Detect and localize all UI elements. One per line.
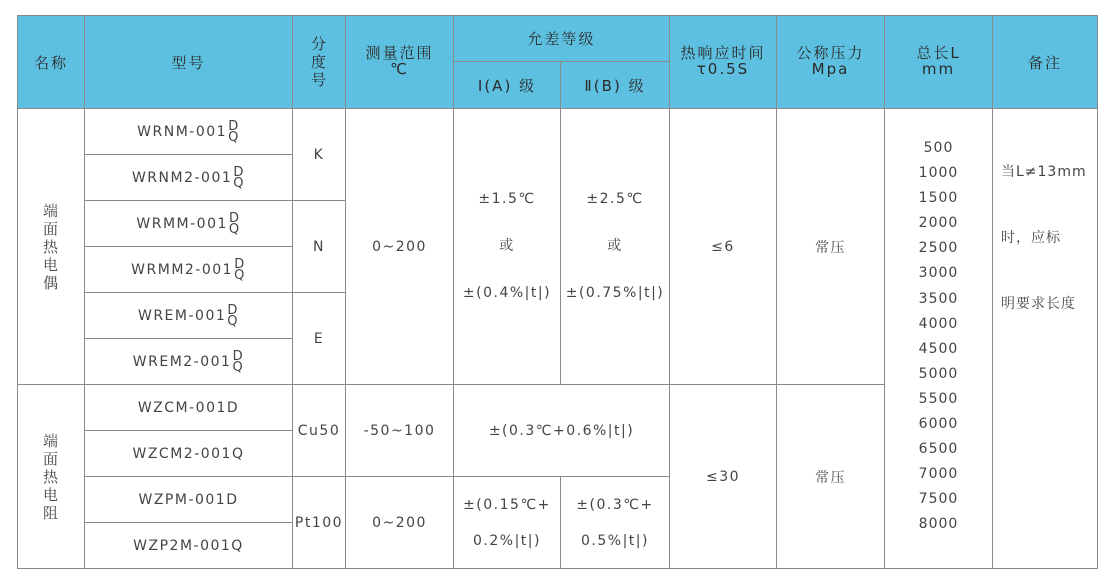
model-cell [85, 155, 293, 201]
response-cell: ≤30 [670, 385, 777, 569]
grade1-line: ±(0.15℃+ [463, 496, 551, 513]
model-suffix [228, 118, 240, 145]
range-cell: -50~100 [346, 385, 454, 477]
header-pressure-line2: Mpa [811, 60, 850, 78]
group-rtd [18, 385, 85, 569]
table-row [18, 109, 1098, 155]
header-range-line2: ℃ [390, 60, 409, 78]
model-suffix [233, 164, 246, 191]
length-value: 6500 [918, 441, 959, 458]
grade2-line: ±2.5℃ [586, 191, 644, 207]
header-response [670, 16, 777, 109]
response-cell: ≤6 [670, 109, 777, 385]
length-value: 7500 [918, 491, 959, 508]
pressure-cell: 常压 [777, 109, 885, 385]
length-value: 3500 [918, 290, 959, 307]
pt-grade2-cell [561, 477, 670, 569]
suffix-d: D [234, 256, 246, 272]
header-grade1: Ⅰ(A) 级 [454, 62, 561, 109]
length-value: 2000 [918, 215, 959, 232]
model-base: WRMM-001 [136, 215, 228, 232]
length-value: 8000 [918, 516, 959, 533]
model-cell: WZP2M-001Q [85, 523, 293, 569]
group-thermocouple [18, 109, 85, 385]
length-value: 5000 [918, 365, 959, 382]
grade2-line: ±(0.75%|t|) [565, 285, 665, 301]
suffix-d: D [227, 302, 239, 318]
header-name: 名称 [18, 16, 85, 109]
model-suffix [227, 302, 239, 329]
header-remark: 备注 [993, 16, 1098, 109]
header-range-line1: 测量范围 [365, 44, 434, 63]
index-cell: E [293, 293, 346, 385]
model-base: WREM-001 [137, 307, 227, 324]
header-pressure-line1: 公称压力 [796, 44, 865, 63]
note-line: 时，应标 [1001, 230, 1061, 246]
model-base: WRNM2-001 [131, 169, 233, 186]
header-length-line1: 总长L [916, 44, 961, 63]
grade2-line: 0.5%|t|) [581, 532, 649, 549]
grade2-line: 或 [607, 238, 623, 254]
index-cell: K [293, 109, 346, 201]
header-tolerance: 允差等级 [454, 16, 670, 62]
model-cell [85, 339, 293, 385]
group-rtd-label: 端面热电阻 [43, 431, 60, 522]
length-value: 7000 [918, 466, 959, 483]
grade2-cell [561, 109, 670, 385]
pt-grade1-cell [454, 477, 561, 569]
length-value: 4000 [918, 315, 959, 332]
length-value: 4500 [918, 340, 959, 357]
grade1-line: 0.2%|t|) [473, 532, 541, 549]
suffix-q: Q [228, 221, 241, 237]
model-base: WRMM2-001 [131, 261, 234, 278]
suffix-d: D [233, 164, 245, 180]
length-value: 1000 [918, 165, 959, 182]
model-base: WRNM-001 [137, 123, 228, 140]
grade1-line: ±(0.4%|t|) [462, 285, 552, 301]
length-value: 500 [923, 140, 954, 156]
header-index [293, 16, 346, 109]
length-value: 3000 [918, 265, 959, 282]
grade1-line: ±1.5℃ [478, 191, 536, 207]
model-cell: WZCM2-001Q [85, 431, 293, 477]
index-cell: Cu50 [293, 385, 346, 477]
suffix-q: Q [233, 175, 246, 191]
grade1-line: 或 [499, 238, 515, 254]
length-value: 5500 [918, 390, 959, 407]
header-grade2: Ⅱ(B) 级 [561, 62, 670, 109]
suffix-q: Q [227, 313, 239, 329]
index-cell: Pt100 [293, 477, 346, 569]
model-cell [85, 293, 293, 339]
pressure-cell: 常压 [777, 385, 885, 569]
range-cell: 0~200 [346, 109, 454, 385]
model-suffix [228, 210, 241, 237]
length-value: 6000 [918, 416, 959, 433]
grade2-line: ±(0.3℃+ [576, 496, 654, 513]
header-length [885, 16, 993, 109]
header-model: 型号 [85, 16, 293, 109]
header-response-line2: τ0.5S [696, 60, 750, 78]
suffix-d: D [228, 118, 240, 134]
note-line: 明要求长度 [1001, 296, 1076, 312]
header-length-line2: mm [921, 60, 956, 78]
header-response-line1: 热响应时间 [680, 44, 766, 63]
length-value: 2500 [918, 240, 959, 257]
suffix-q: Q [234, 267, 246, 283]
header-row [18, 16, 1098, 62]
header-index-text: 分度号 [311, 35, 329, 89]
index-cell: N [293, 201, 346, 293]
model-cell: WZPM-001D [85, 477, 293, 523]
model-cell: WZCM-001D [85, 385, 293, 431]
header-range [346, 16, 454, 109]
length-value: 1500 [918, 190, 959, 207]
model-suffix [234, 256, 246, 283]
note-cell [993, 109, 1098, 569]
spec-table [17, 15, 1098, 569]
model-base: WREM2-001 [132, 353, 232, 370]
range-cell: 0~200 [346, 477, 454, 569]
length-cell [885, 109, 993, 569]
suffix-q: Q [228, 129, 240, 145]
model-cell [85, 247, 293, 293]
cu-tolerance-cell: ±(0.3℃+0.6%|t|) [454, 385, 670, 477]
note-line: 当L≠13mm [1001, 164, 1087, 180]
group-thermocouple-label: 端面热电偶 [43, 201, 60, 292]
header-pressure [777, 16, 885, 109]
model-cell [85, 109, 293, 155]
model-suffix [232, 348, 245, 375]
suffix-q: Q [232, 359, 245, 375]
model-cell [85, 201, 293, 247]
grade1-cell [454, 109, 561, 385]
suffix-d: D [229, 210, 241, 226]
suffix-d: D [232, 348, 245, 364]
